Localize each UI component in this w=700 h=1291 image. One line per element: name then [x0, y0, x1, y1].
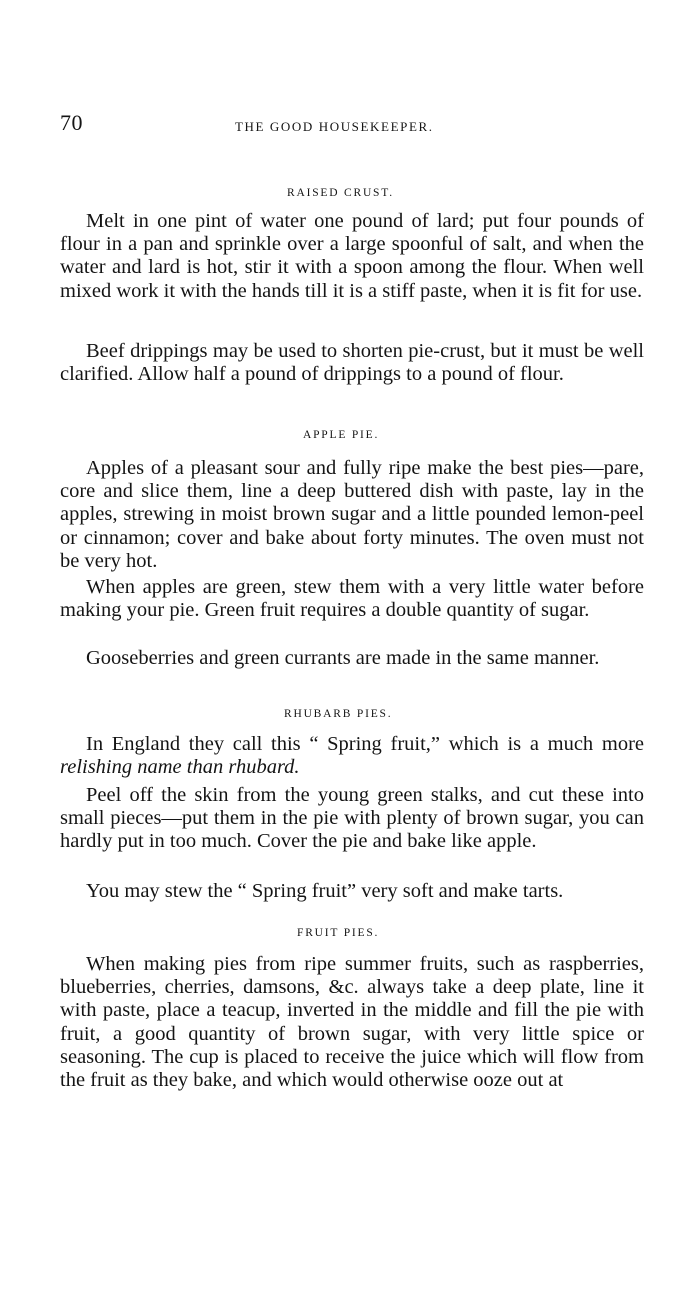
spring-fruit-text: In England they call this “ Spring fruit,” which is a much more	[86, 733, 644, 755]
section-title-fruit-pies: FRUIT PIES.	[297, 927, 380, 939]
section-title-apple-pie: APPLE PIE.	[303, 429, 380, 441]
paragraph-raised-crust-method: Melt in one pint of water one pound of lard; put four pounds of flour in a pan and sprinkle over a large spoonful of salt, and when the water and lard is hot, stir it with a spoon among the flour. When well mixed work it with the hands till it is a stiff paste, when it is fit for use.	[60, 210, 644, 302]
paragraph-peel-rhubarb: Peel off the skin from the young green stalks, and cut these into small pieces—put them in the pie with plenty of brown sugar, you can hardly put in too much. Cover the pie and bake like apple.	[60, 784, 644, 853]
paragraph-fruit-pies-method: When making pies from ripe summer fruits, such as raspberries, blueberries, cherries, damsons, &c. always take a deep plate, line it with paste, place a teacup, inverted in the middle and fill the pie with fruit, a good quantity of brown sugar, with very little spice or seasoning. The cup is placed to receive the juice which will flow from the fruit as they bake, and which would otherwise ooze out at	[60, 953, 644, 1092]
paragraph-stew-spring-fruit: You may stew the “ Spring fruit” very soft and make tarts.	[86, 880, 564, 902]
paragraph-apple-pie-method: Apples of a pleasant sour and fully ripe make the best pies—pare, core and slice them, line a deep buttered dish with paste, lay in the apples, strewing in moist brown sugar and a little pounded lemon-peel or cinnamon; cover and bake about forty minutes. The oven must not be very hot.	[60, 457, 644, 572]
section-title-raised-crust: RAISED CRUST.	[287, 187, 394, 199]
paragraph-beef-drippings: Beef drippings may be used to shorten pie-crust, but it must be well clarified. Allow half a pound of drippings to a pound of flour.	[60, 340, 644, 386]
spring-fruit-italic: relishing name than rhubard.	[60, 756, 300, 779]
paragraph-gooseberries: Gooseberries and green currants are made in the same manner.	[86, 647, 600, 669]
paragraph-green-apples: When apples are green, stew them with a very little water before making your pie. Green fruit requires a double quantity of sugar.	[60, 576, 644, 622]
section-title-rhubarb-pies: RHUBARB PIES.	[284, 708, 393, 720]
paragraph-spring-fruit	[60, 733, 644, 779]
page-number: 70	[60, 110, 83, 135]
running-title: THE GOOD HOUSEKEEPER.	[235, 119, 434, 134]
